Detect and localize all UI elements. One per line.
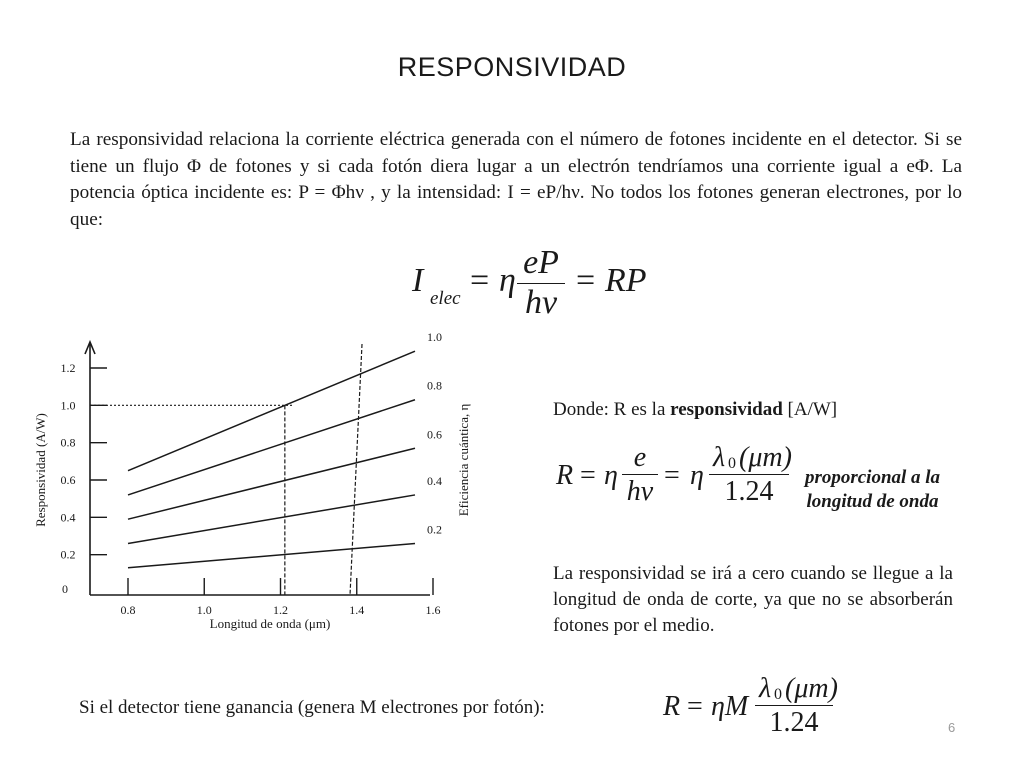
x-tick-label-1.2: 1.2 [273, 603, 288, 617]
donde-bold: responsividad [670, 399, 783, 420]
series-line-0.4 [128, 495, 415, 544]
eq3-den: 1.24 [769, 707, 819, 738]
page-title: RESPONSIVIDAD [397, 52, 627, 82]
y-tick-label-1.0: 1.0 [60, 398, 76, 413]
series-label-0.4: 0.4 [427, 473, 442, 488]
eq2-lambda: λ [713, 442, 726, 473]
eq2-num1: e [622, 442, 658, 475]
cutoff-paragraph: La responsividad se irá a cero cuando se llegue a la longitud de onda de corte, ya que no se absorberán fotones por el medio. [553, 563, 953, 636]
y-tick-label-0.8: 0.8 [60, 435, 76, 450]
eq1-equals-2: = [576, 262, 596, 299]
series-label-0.8: 0.8 [427, 378, 442, 393]
x-axis-label: Longitud de onda (μm) [209, 616, 331, 631]
eq3-lhs: R [663, 691, 681, 722]
y-tick-label-1.2: 1.2 [60, 361, 76, 375]
eq2-eta-2: η [690, 460, 704, 491]
eq2-eta: η [604, 460, 618, 491]
gain-text: Si el detector tiene ganancia (genera M electrones por fotón): [79, 697, 545, 718]
x-tick-label-1.0: 1.0 [196, 603, 212, 617]
eq2-equals: = [580, 460, 596, 491]
responsivity-chart [20, 330, 490, 640]
eq3-lambda-sub: 0 [774, 686, 782, 703]
y-axis-label: Responsividad (A/W) [33, 413, 48, 527]
reference-line-vertical-2 [350, 344, 362, 595]
y-tick-label-0.6: 0.6 [60, 473, 76, 487]
eq1-rhs: RP [605, 262, 647, 299]
eq1-denominator: hν [524, 284, 558, 321]
eq1-lhs-sub: elec [430, 288, 461, 309]
series-line-0.8 [128, 400, 415, 495]
y-tick-label-0: 0 [62, 582, 68, 596]
series-line-1.0 [128, 351, 415, 470]
equation-responsivity [556, 442, 796, 512]
eq1-eta: η [499, 262, 516, 299]
equation-gain [663, 673, 863, 743]
eq2-num2 [709, 442, 792, 475]
x-tick-label-0.8: 0.8 [120, 603, 136, 617]
series-label-0.6: 0.6 [427, 427, 442, 442]
series-line-0.6 [128, 448, 415, 519]
eq3-unit: (μm) [785, 673, 838, 704]
series-label-0.2: 0.2 [427, 522, 442, 537]
equation-current [412, 244, 712, 325]
eq2-equals-2: = [664, 460, 680, 491]
page-number: 6 [948, 720, 956, 735]
eq1-numerator: eP [517, 244, 565, 284]
series-line-0.2 [128, 543, 415, 567]
x-tick-label-1.4: 1.4 [349, 603, 365, 617]
eq3-num [755, 673, 838, 706]
x-tick-label-1.6: 1.6 [425, 603, 441, 617]
eq3-equals: = [687, 691, 703, 722]
eq1-lhs: I [412, 262, 424, 299]
proportional-note: proporcional a la longitud de onda [804, 467, 941, 512]
eq3-eta-m: ηM [711, 691, 749, 722]
y-tick-label-0.4: 0.4 [60, 510, 76, 525]
y-tick-label-0.2: 0.2 [60, 547, 76, 562]
donde-line [553, 399, 837, 421]
eq1-equals: = [470, 262, 490, 299]
eq3-lambda: λ [759, 673, 772, 704]
donde-prefix: Donde: R es la [553, 399, 671, 420]
intro-paragraph: La responsividad relaciona la corriente eléctrica generada con el número de fotones incidente en el detector. Si se tiene un flujo Φ de fotones y si cada fotón diera lugar a un electrón tendríamos una corriente igual a eΦ. La potencia óptica incidente es: P = Φhν , y la intensidad: I = eP/hν. No todos los fotones generan electrones, por lo que: [70, 129, 962, 230]
eq2-unit: (μm) [739, 442, 792, 473]
eq2-den1: hν [626, 476, 654, 507]
donde-suffix: [A/W] [782, 399, 838, 420]
eq2-lhs: R [556, 460, 574, 491]
series-label-1.0: 1.0 [427, 330, 442, 345]
eq2-lambda-sub: 0 [728, 455, 736, 472]
eq2-den2: 1.24 [724, 476, 774, 507]
y2-axis-label: Eficiencia cuántica, η [456, 403, 471, 517]
